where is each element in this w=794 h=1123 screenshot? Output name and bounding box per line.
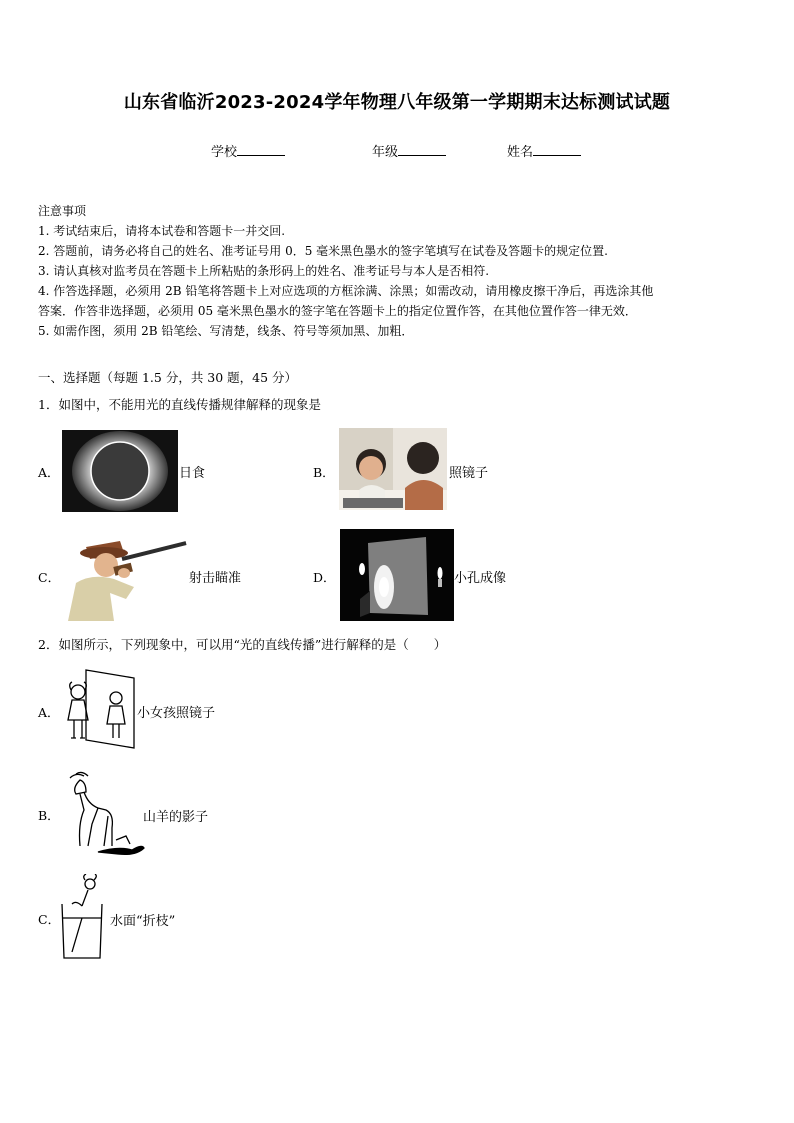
name-field[interactable] [507,141,581,160]
q2-option-a-letter[interactable]: A． [38,705,60,720]
pinhole-image [340,529,454,621]
q2-option-c-caption: 水面“折枝” [110,914,176,929]
school-blank [237,143,285,156]
q1-option-a-caption: 日食 [179,466,206,481]
notice-item: 2. 答题前，请务必将自己的姓名、准考证号用 0．5 毫米黑色墨水的签字笔填写在试卷及答题卡的规定位置. [38,244,608,258]
notice-item: 3. 请认真核对监考员在答题卡上所粘贴的条形码上的姓名、准考证号与本人是否相符. [38,264,490,278]
q2-option-b-caption: 山羊的影子 [143,810,209,825]
notice-item: 1. 考试结束后，请将本试卷和答题卡一并交回. [38,224,286,238]
shooting-aim-image [62,529,190,621]
grade-field[interactable] [372,141,446,160]
notice-heading: 注意事项 [38,204,87,218]
water-glass-image [58,874,112,962]
q1-stem: 1．如图中，不能用光的直线传播规律解释的现象是 [38,397,321,412]
grade-label: 年级 [372,145,399,160]
name-blank [533,143,581,156]
grade-blank [398,143,446,156]
section-heading: 一、选择题（每题 1.5 分，共 30 题，45 分） [38,370,298,385]
notice-block [38,201,758,341]
q1-option-c-caption: 射击瞄准 [189,571,242,586]
school-field[interactable] [211,141,285,160]
girl-mirror-image [60,668,138,750]
school-label: 学校 [211,145,238,160]
q2-option-b-letter[interactable]: B． [38,808,60,823]
q1-option-a-letter[interactable]: A． [38,465,60,480]
q2-option-c-letter[interactable]: C． [38,912,61,927]
q1-option-d-caption: 小孔成像 [454,571,507,586]
q1-option-b-letter[interactable]: B． [313,465,335,480]
q1-option-c-letter[interactable]: C． [38,570,61,585]
page-title: 山东省临沂2023-2024学年物理八年级第一学期期末达标测试试题 [123,92,671,113]
q2-stem: 2．如图所示，下列现象中，可以用“光的直线传播”进行解释的是（ ） [38,637,447,652]
q1-option-d-letter[interactable]: D． [313,570,336,585]
q1-option-b-caption: 照镜子 [449,466,489,481]
notice-item: 5. 如需作图，须用 2B 铅笔绘、写清楚，线条、符号等须加黑、加粗． [38,324,414,338]
name-label: 姓名 [507,145,534,160]
solar-eclipse-image [62,430,178,512]
goat-shadow-image [58,770,146,856]
notice-item: 4. 作答选择题，必须用 2B 铅笔将答题卡上对应选项的方框涂满、涂黑；如需改动，请用橡皮擦干净后，再选涂其他 [38,284,654,298]
mirror-photo-image [339,428,447,510]
notice-item: 答案．作答非选择题，必须用 05 毫米黑色墨水的签字笔在答题卡上的指定位置作答，在其他位置作答一律无效． [38,304,637,318]
q2-option-a-caption: 小女孩照镜子 [137,706,216,721]
